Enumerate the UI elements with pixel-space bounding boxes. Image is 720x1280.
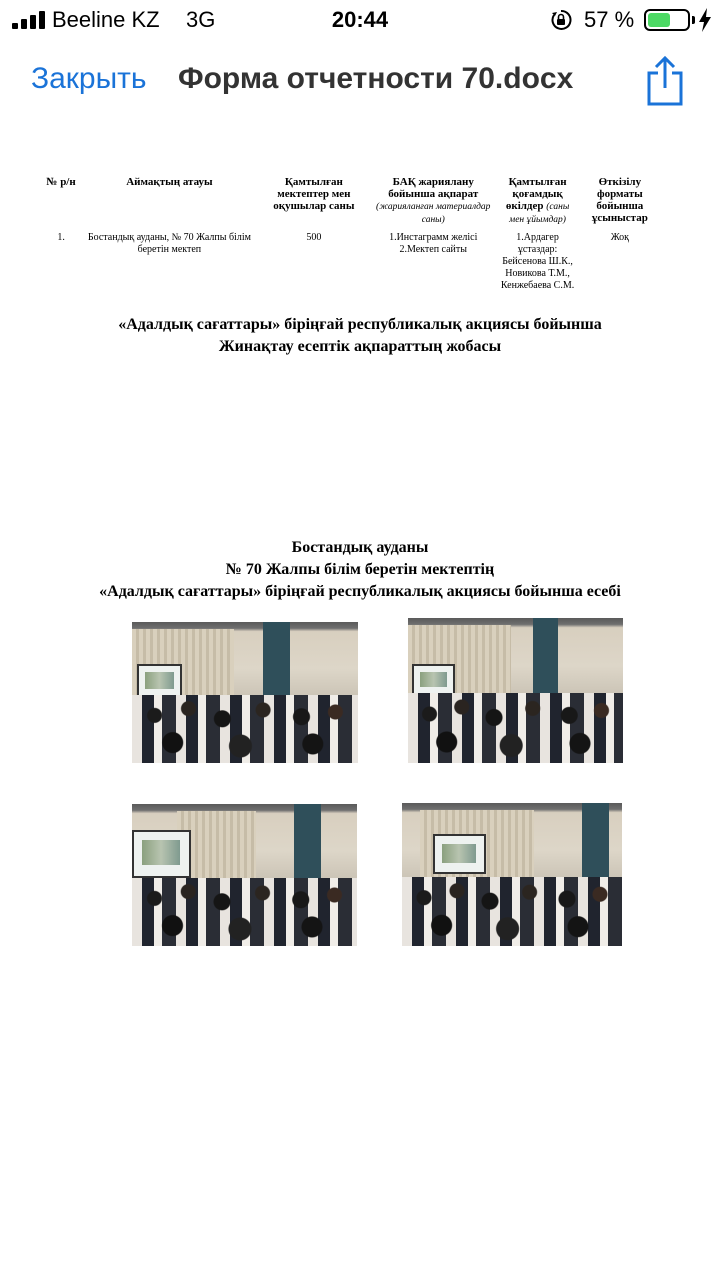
- battery-icon: [644, 9, 690, 31]
- cell-public-line: 1.Ардагер ұстаздар:: [516, 232, 559, 255]
- report-table: [40, 176, 660, 292]
- status-time: 20:44: [331, 7, 389, 32]
- cell-media-line: 2.Мектеп сайты: [399, 244, 467, 255]
- event-photo-2: [408, 618, 623, 763]
- cell-media: [371, 232, 495, 292]
- battery-percent: 57 %: [584, 7, 635, 32]
- summary-heading: [0, 314, 720, 358]
- header-media-label: БАҚ жариялану бойынша ақпарат: [388, 176, 479, 200]
- cell-num: 1.: [57, 232, 65, 243]
- report-heading-line: «Адалдық сағаттары» біріңғай республикалық акциясы бойынша есебі: [99, 583, 621, 600]
- header-media-note: (жарияланған материалдар саны): [376, 202, 491, 225]
- table-row: [40, 232, 660, 292]
- cell-format: Жоқ: [610, 232, 629, 243]
- cell-region: Бостандық ауданы, № 70 Жалпы білім беретін мектеп: [87, 232, 251, 255]
- battery-level: [648, 13, 670, 27]
- report-heading-line: Бостандық ауданы: [291, 539, 429, 556]
- header-format: Өткізілу форматы бойынша ұсыныстар: [591, 176, 648, 224]
- event-photo-3: [132, 804, 357, 946]
- summary-heading-line: «Адалдық сағаттары» біріңғай республикалық акциясы бойынша: [118, 316, 602, 333]
- status-bar: [0, 0, 720, 40]
- close-button[interactable]: Закрыть: [31, 62, 147, 95]
- event-photo-1: [132, 622, 358, 763]
- table-header-row: [40, 176, 660, 232]
- network-type: 3G: [186, 7, 216, 32]
- header-public-label: Қамтылған қоғамдық өкілдер: [505, 176, 567, 212]
- header-public-note: (саны мен ұйымдар): [509, 202, 570, 225]
- header-students: Қамтылған мектептер мен оқушылар саны: [273, 176, 355, 212]
- cell-public-line: Кенжебаева С.М.: [500, 280, 575, 291]
- header-public: [495, 176, 579, 232]
- cell-students: 500: [306, 232, 322, 243]
- header-num: № р/н: [46, 176, 76, 188]
- cell-public-line: Новикова Т.М.,: [505, 268, 570, 279]
- summary-heading-line: Жинақтау есептік ақпараттың жобасы: [218, 338, 502, 355]
- header-region: Аймақтың атауы: [126, 176, 213, 188]
- share-icon[interactable]: [644, 55, 686, 107]
- cell-public: [495, 232, 579, 292]
- document-title: Форма отчетности 70.docx: [178, 62, 574, 95]
- battery-tip: [692, 16, 695, 24]
- report-heading-line: № 70 Жалпы білім беретін мектептің: [225, 561, 495, 578]
- header-media: [371, 176, 495, 232]
- orientation-lock-icon: [550, 9, 572, 31]
- cell-public-line: Бейсенова Ш.К.,: [502, 256, 573, 267]
- carrier-label: Beeline KZ: [52, 7, 160, 32]
- event-photo-4: [402, 803, 622, 946]
- cell-media-line: 1.Инстаграмм желісі: [389, 232, 478, 243]
- report-heading: [0, 537, 720, 603]
- charging-bolt-icon: [698, 8, 712, 32]
